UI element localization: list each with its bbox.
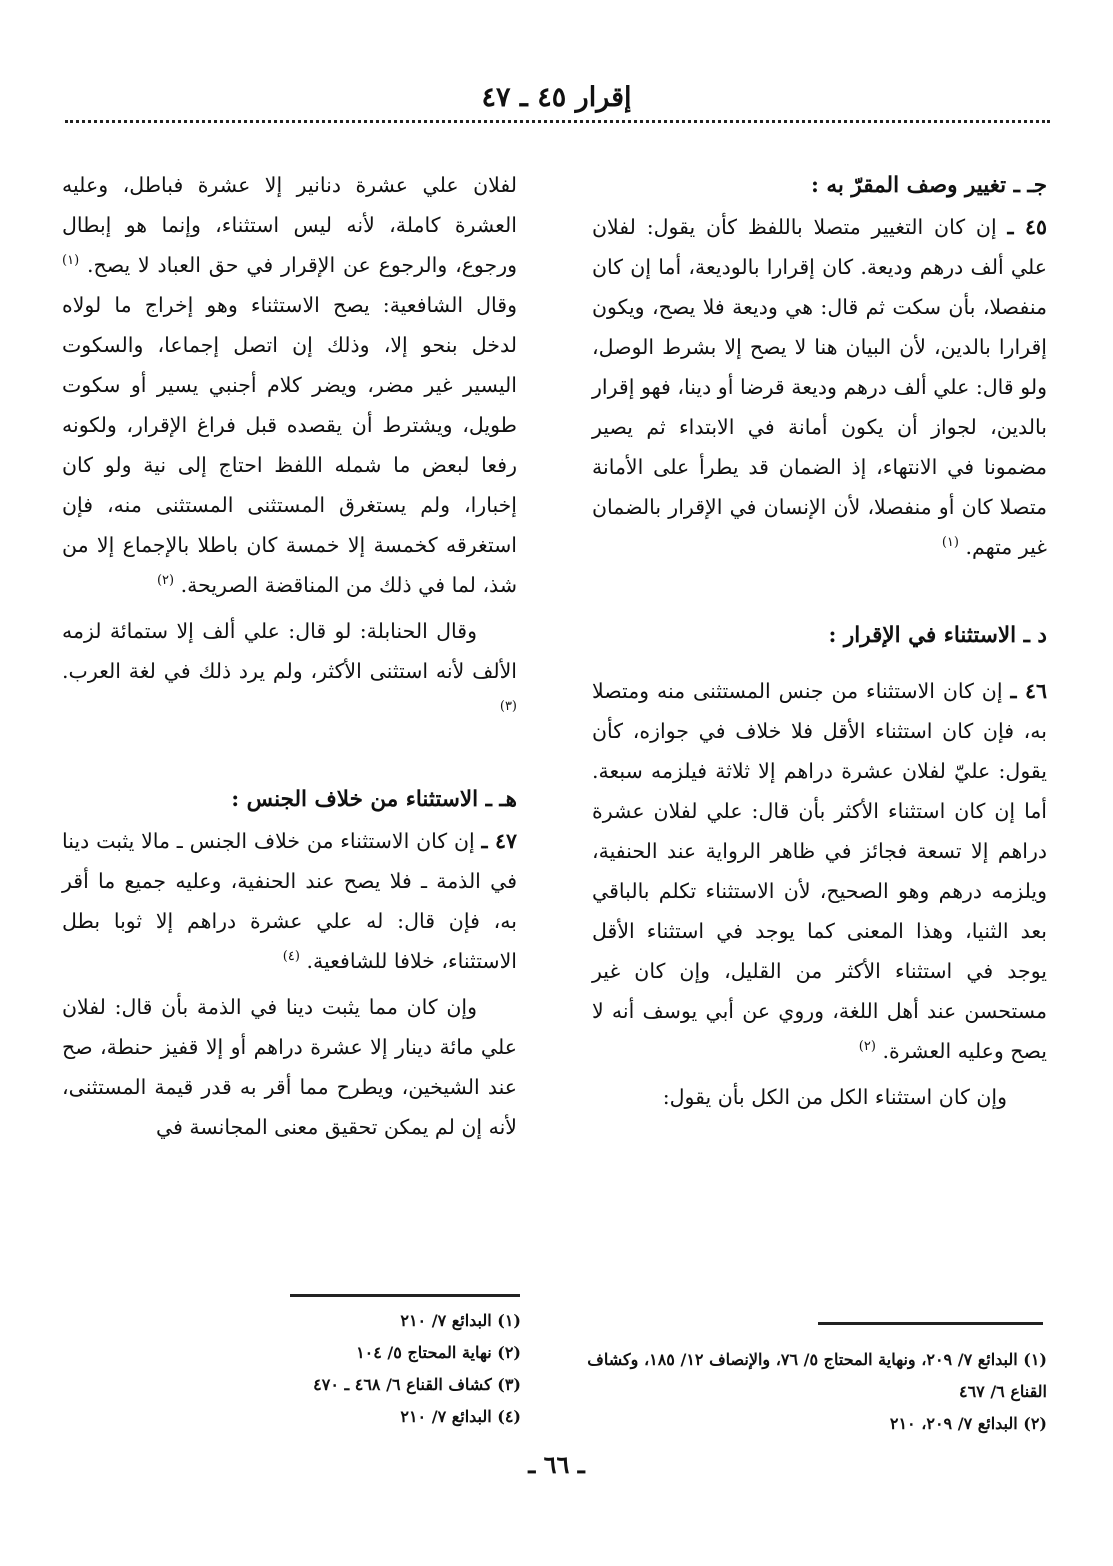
footnote-rule-left (290, 1294, 520, 1297)
paragraph-continuation (62, 165, 517, 605)
footnote-ref: (٣) (499, 699, 517, 715)
paragraph-46 (592, 671, 1047, 1071)
footnote-ref: (٢) (858, 1039, 876, 1055)
paragraph-46-text: إن كان الاستثناء من جنس المستثنى منه ومتصلا به، فإن كان استثناء الأقل فلا خلاف في جوازه، كأن يقول: عليّ لفلان عشرة دراهم إلا ثلاثة فيلزمه سبعة. أما إن كان استثناء الأكثر بأن قال: علي لفلان عشرة دراهم إلا تسعة فجائز في ظاهر الرواية عند الحنفية، ويلزمه درهم وهو الصحيح، لأن الاستثناء تكلم بالباقي بعد الثنيا، وهذا المعنى كما يوجد في استثناء الأقل يوجد في استثناء الأكثر من القليل، وإن كان غير مستحسن عند أهل اللغة، وروي عن أبي يوسف أنه لا يصح وعليه العشرة. (592, 679, 1047, 1063)
paragraph-hanabila (62, 611, 517, 731)
left-column (62, 165, 517, 1153)
running-head: إقرار ٤٥ ـ ٤٧ (481, 82, 632, 113)
paragraph-hanabila-text: وقال الحنابلة: لو قال: علي ألف إلا ستمائة لزمه الألف لأنه استثنى الأكثر، ولم يرد ذلك في لغة العرب. (62, 619, 517, 683)
footnote-rule-right (818, 1322, 1043, 1325)
header-dotted-rule (65, 120, 1050, 123)
heading-j: جـ ـ تغيير وصف المقرّ به : (810, 173, 1047, 198)
spacer (62, 737, 517, 779)
footnote-ref: (١) (941, 535, 959, 551)
footnote-item: (٣) كشاف القناع ٦/ ٤٦٨ ـ ٤٧٠ (313, 1375, 521, 1394)
paragraph-46b: وإن كان استثناء الكل من الكل بأن يقول: (662, 1085, 1007, 1109)
paragraph-shafii-text: وقال الشافعية: يصح الاستثناء وهو إخراج ما لولاه لدخل بنحو إلا، وذلك إن اتصل إجماعا، والسكوت اليسير غير مضر، ويضر كلام أجنبي يسير أو سكوت طويل، ويشترط أن يقصده قبل فراغ الإقرار، ولكونه رفعا لبعض ما شمله اللفظ احتاج إلى نية ولو كان إخبارا، ولم يستغرق المستثنى المستثنى منه، فإن استغرقه كخمسة إلا خمسة كان باطلا بالإجماع إلا من شذ، لما في ذلك من المناقضة الصريحة. (62, 293, 517, 597)
footnote-item: (١) البدائع ٧/ ٢٠٩، ونهاية المحتاج ٥/ ٧٦، والإنصاف ١٢/ ١٨٥، وكشاف القناع ٦/ ٤٦٧ (587, 1350, 1047, 1401)
paragraph-continuation-text: لفلان علي عشرة دنانير إلا عشرة فباطل، وعليه العشرة كاملة، لأنه ليس استثناء، وإنما هو إبطال ورجوع، والرجوع عن الإقرار في حق العباد لا يصح. (62, 173, 517, 277)
paragraph-45 (592, 207, 1047, 567)
footnote-ref: (٢) (156, 573, 175, 589)
footnotes-left (81, 1305, 521, 1433)
paragraph-45-text: إن كان التغيير متصلا باللفظ كأن يقول: لفلان علي ألف درهم وديعة. كان إقرارا بالوديعة، أما إن كان منفصلا، بأن سكت ثم قال: هي وديعة فلا يصح، ويكون إقرارا بالدين، لأن البيان هنا لا يصح إلا بشرط الوصل، ولو قال: علي ألف درهم وديعة قرضا أو دينا، فهو إقرار بالدين، لجواز أن يكون أمانة في الابتداء ثم يصير مضمونا في الانتهاء، إذ الضمان قد يطرأ على الأمانة متصلا كان أو منفصلا، لأن الإنسان في الإقرار بالضمان غير متهم. (592, 215, 1047, 559)
footnotes-right (587, 1344, 1047, 1440)
spacer (592, 573, 1047, 615)
footnote-item: (١) البدائع ٧/ ٢١٠ (400, 1311, 521, 1330)
footnote-item: (٢) نهاية المحتاج ٥/ ١٠٤ (356, 1343, 521, 1362)
heading-d: د ـ الاستثناء في الإقرار : (828, 623, 1047, 648)
paragraph-46-number: ٤٦ ـ (1010, 679, 1047, 703)
footnote-item: (٢) البدائع ٧/ ٢٠٩، ٢١٠ (889, 1414, 1047, 1433)
heading-h: هـ ـ الاستثناء من خلاف الجنس : (231, 787, 517, 812)
spacer (592, 657, 1047, 671)
footnote-ref: (١) (62, 253, 80, 269)
paragraph-47 (62, 821, 517, 981)
paragraph-47-text: إن كان الاستثناء من خلاف الجنس ـ مالا يثبت دينا في الذمة ـ فلا يصح عند الحنفية، وعليه جميع ما أقر به، فإن قال: له علي عشرة دراهم إلا ثوبا بطل الاستثناء، خلافا للشافعية. (62, 829, 517, 973)
paragraph-45-number: ٤٥ ـ (1007, 215, 1047, 239)
page-number: ـ ٦٦ ـ (528, 1450, 585, 1479)
right-column (592, 165, 1047, 1123)
paragraph-47b: وإن كان مما يثبت دينا في الذمة بأن قال: لفلان علي مائة دينار إلا عشرة دراهم أو إلا قفيز حنطة، صح عند الشيخين، ويطرح مما أقر به قدر قيمة المستثنى، لأنه إن لم يمكن تحقيق معنى المجانسة في (62, 995, 517, 1139)
footnote-item: (٤) البدائع ٧/ ٢١٠ (400, 1407, 521, 1426)
paragraph-47-number: ٤٧ ـ (481, 829, 517, 853)
footnote-ref: (٤) (282, 949, 300, 965)
